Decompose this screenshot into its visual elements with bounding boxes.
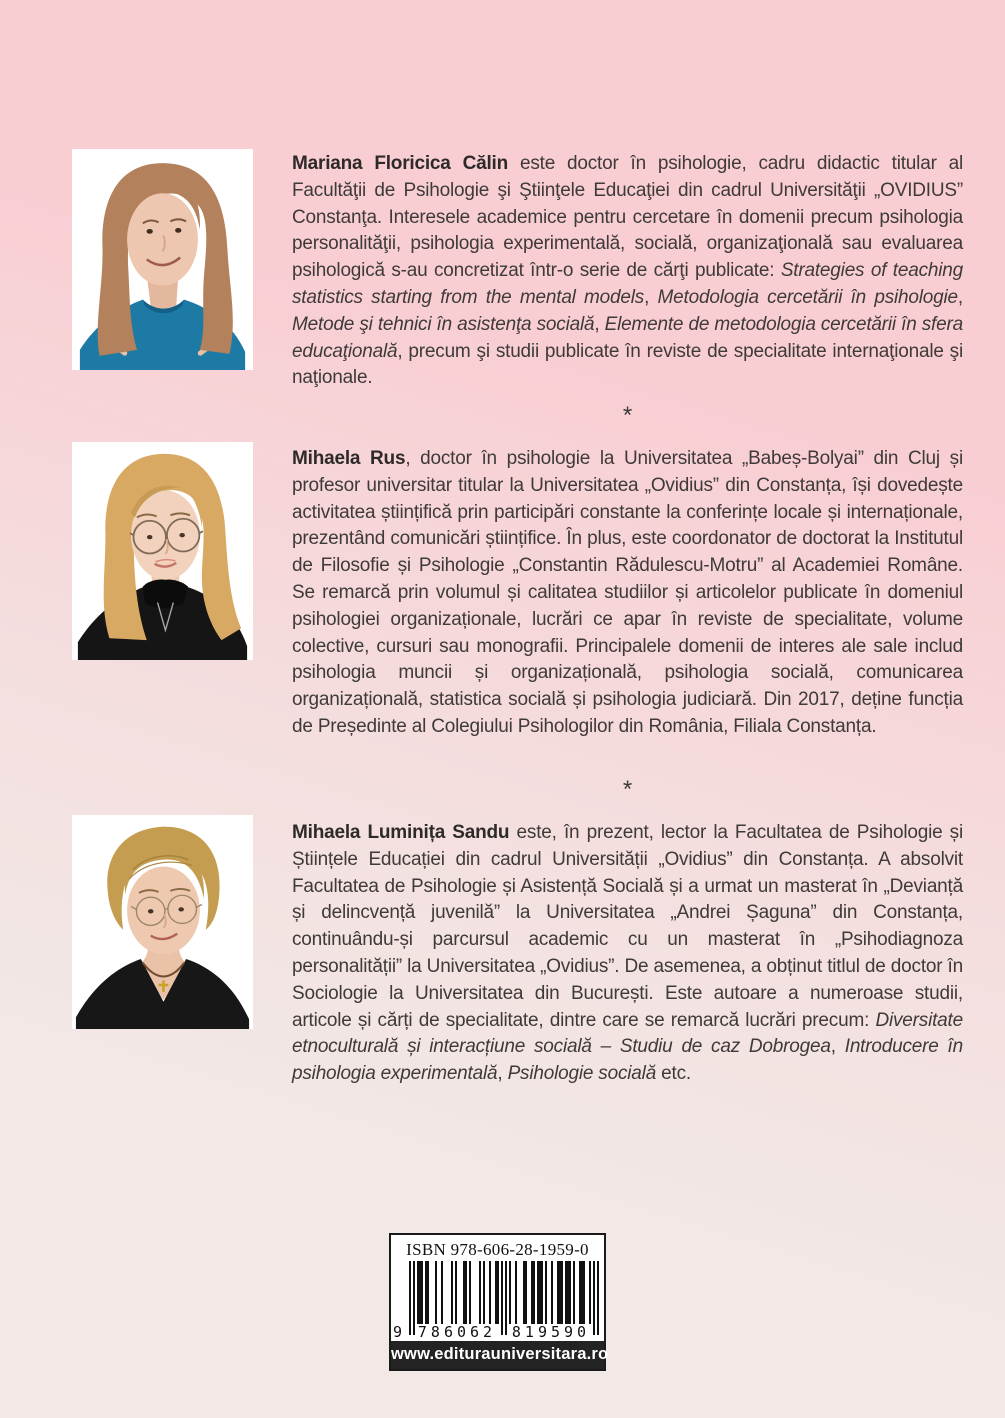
- section-separator-asterisk: *: [622, 776, 633, 803]
- author-photo-mihaela-sandu: [72, 815, 253, 1029]
- portrait-illustration: [72, 149, 253, 370]
- isbn-barcode-block: [389, 1233, 609, 1371]
- ean13-barcode: [391, 1261, 604, 1340]
- isbn-label: ISBN 978-606-28-1959-0: [406, 1240, 589, 1259]
- author-bio-mariana-calin: Mariana Floricica Călin este doctor în psihologie, cadru didactic titular al Facultăţii de Psihologie şi Ştiinţele Educaţiei din cadrul Universităţii „OVIDIUS” Constanţa. Interesele academice pentru cercetare în domenii precum psihologia personalităţii, psihologia experimentală, socială, organizaţională sau evaluarea psihologică s-au concretizat într-o serie de cărţi publicate: Strategies of teaching statistics starting from the mental models, Metodologia cercetării în psihologie, Metode şi tehnici în asistenţa socială, Elemente de metodologia cercetării în sfera educaţională, precum şi studii publicate în reviste de specialitate internaţionale şi naţionale.: [292, 153, 963, 389]
- author-bio-mihaela-sandu: Mihaela Luminița Sandu este, în prezent, lector la Facultatea de Psihologie și Științele Educației din cadrul Universității „Ovidius” din Constanța. A absolvit Facultatea de Psihologie și Asistență Socială și a urmat un masterat în „Devianță și delincvență juvenilă” la Universitatea „Andrei Șaguna” din Constanța, continuându-și parcursul academic cu un masterat în „Psihodiagnoza personalității” la Universitatea „Ovidius”. De asemenea, a obținut titlul de doctor în Sociologie la Universitatea din București. Este autoare a numeroase studii, articole și cărți de specialitate, dintre care se remarcă lucrări precum: Diversitate etnoculturală și interacțiune socială – Studiu de caz Dobrogea, Introducere în psihologia experimentală, Psihologie socială etc.: [292, 822, 964, 1085]
- barcode-digits-right: 819590: [509, 1324, 593, 1340]
- portrait-illustration: [72, 442, 253, 660]
- publisher-website: www.editurauniversitara.ro: [391, 1341, 604, 1369]
- barcode-digits-left: 786062: [415, 1324, 499, 1340]
- author-photo-mihaela-rus: [72, 442, 253, 660]
- face: [125, 842, 204, 954]
- author-photo-mariana-calin: [72, 149, 253, 370]
- barcode-digit-lead: 9: [393, 1323, 403, 1341]
- portrait-illustration: [72, 815, 253, 1029]
- author-bio-mihaela-rus: Mihaela Rus, doctor în psihologie la Universitatea „Babeș-Bolyai” din Cluj și profesor universitar titular la Universitatea „Ovidius” din Constanța, își dovedește activitatea științifică prin participări constante la conferințe locale și internaționale, prezentând comunicări științifice. În plus, este coordonator de doctorat la Institutul de Filosofie și Psihologie „Constantin Rădulescu-Motru” al Academiei Române. Se remarcă prin volumul și calitatea studiilor și articolelor publicate în domeniul psihologiei organizaționale, lucrări ce apar în reviste de specialitate, volume colective, cursuri sau monografii. Principalele domenii de interes ale sale includ psihologia muncii și organizațională, psihologia socială, comunicarea organizațională, statistica socială și psihologia judiciară. Din 2017, deține funcția de Președinte al Colegiului Psihologilor din România, Filiala Constanța.: [292, 448, 963, 737]
- section-separator-asterisk: *: [622, 402, 633, 429]
